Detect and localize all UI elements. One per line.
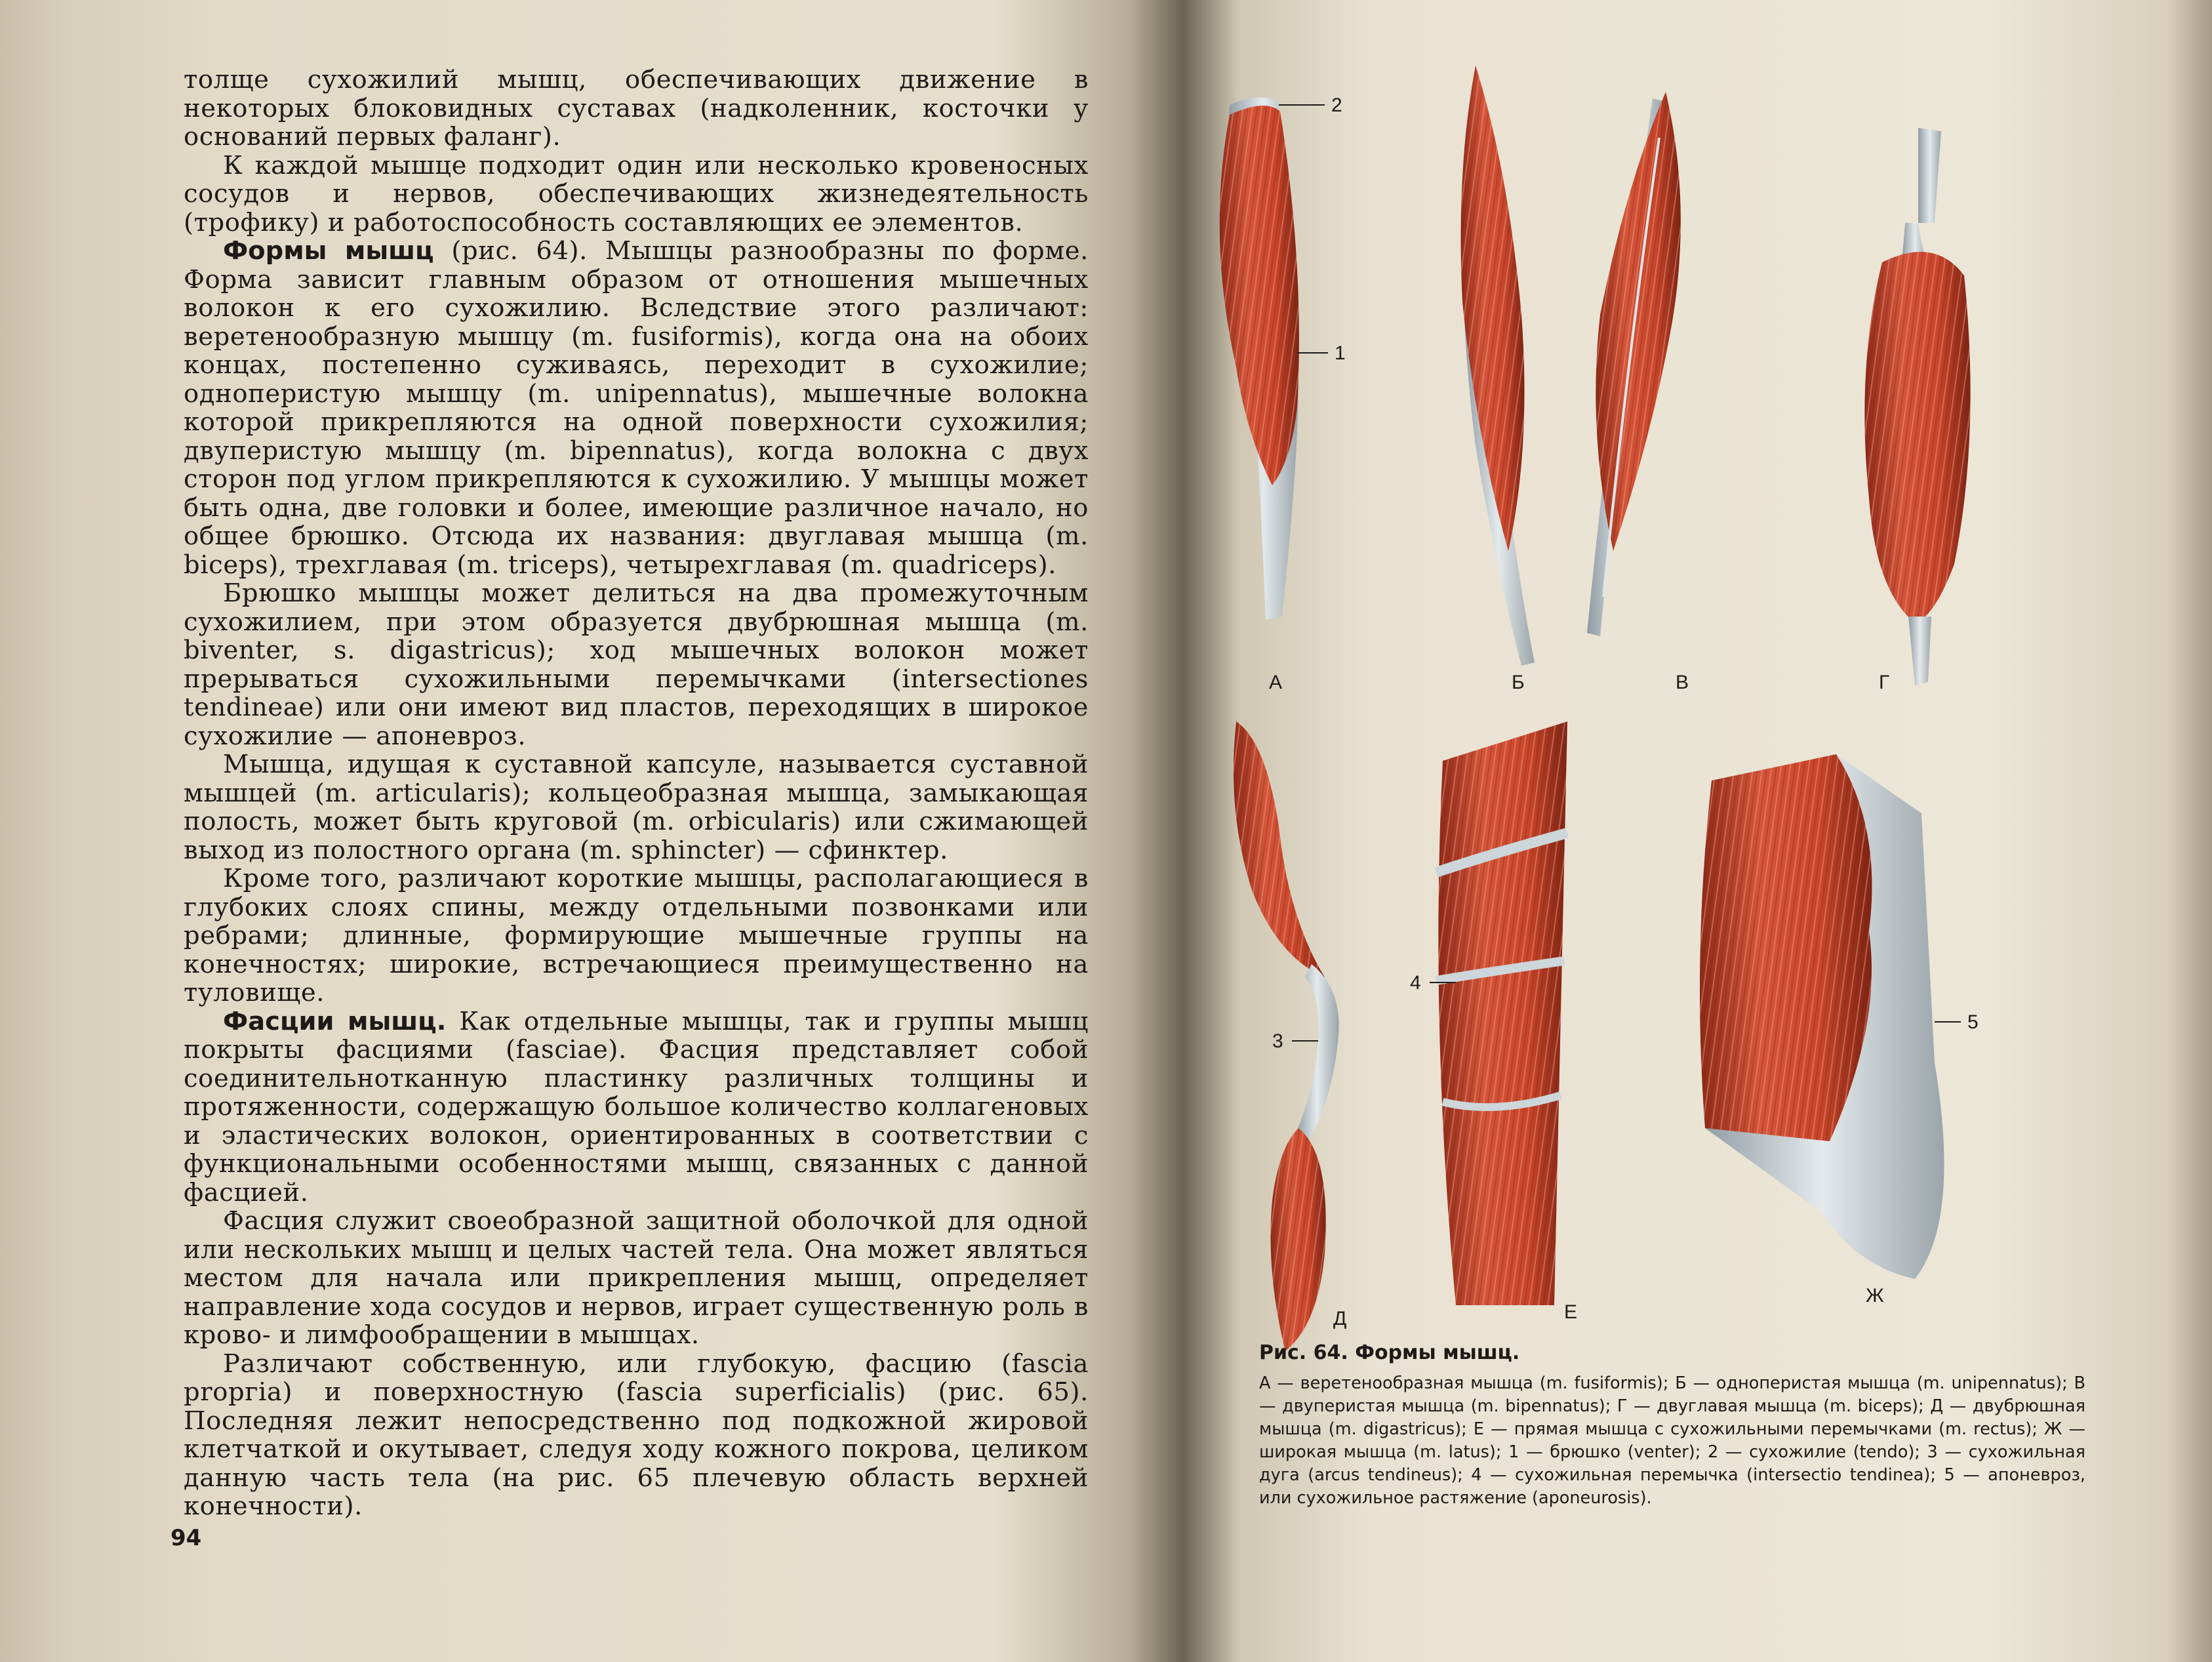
paragraph: Фасция служит своеобразной защитной оболочкой для одной или нескольких мышц и целых частей тела. Она может являться местом для начала или прикрепления мышц, определяет направление хода сосудов и нервов, играет существенную роль в крово- и лимфообращении в мышцах.	[184, 1206, 1089, 1350]
label-e: Д	[1333, 1308, 1347, 1329]
caption-title: Рис. 64. Формы мышц.	[1259, 1341, 1520, 1364]
figure-caption	[1259, 1341, 2085, 1510]
muscle-c-bipennate	[1587, 92, 1681, 636]
label-a: А	[1269, 672, 1283, 693]
paragraph: Различают собственную, или глубокую, фасцию (fascia prоргіа) и поверхностную (fascia superficialis) (рис. 65). Последняя лежит непосредственно под подкожной жировой клетчаткой и окутывает, следуя ходу кожного покрова, целиком данную часть тела (на рис. 65 плечевую область верхней конечности).	[184, 1348, 1089, 1521]
paragraph: К каждой мышце подходит один или несколько кровеносных сосудов и нервов, обеспечивающих жизнедеятельность (трофику) и работоспособность составляющих ее элементов.	[184, 150, 1089, 237]
paragraph: Формы мышц (рис. 64). Мышцы разнообразны по форме. Форма зависит главным образом от отношения мышечных волокон к его сухожилию. Вследствие этого различают: веретенообразную мышцу (m. fusiformis), когда она на обоих концах, постепенно суживаясь, переходит в сухожилие; одноперистую мышцу (m. unipennatus), мышечные волокна которой прикрепляются на одной поверхности сухожилия; двуперистую мышцу (m. bipennatus), когда волокна с двух сторон под углом прикрепляются к сухожилию. У мышцы может быть одна, две головки и более, имеющие различное начало, но общее брюшко. Отсюда их названия: двуглавая мышца (m. biceps), трехглавая (m. triceps), четырехглавая (m. quadriceps).	[184, 236, 1089, 580]
label-b: Б	[1512, 672, 1525, 693]
section-heading: Фасции мышц.	[223, 1006, 447, 1036]
label-g: Ж	[1866, 1285, 1884, 1307]
label-f: Е	[1564, 1301, 1578, 1323]
callout-2: 2	[1331, 94, 1342, 116]
muscle-b-unipennate	[1461, 66, 1535, 666]
muscle-g-latus	[1700, 754, 1944, 1279]
right-page	[1167, 39, 2190, 1640]
paragraph: Брюшко мышцы может делиться на два промежуточным сухожилием, при этом образуется двубрюшная мышца (m. biventer, s. digastricus); ход мышечных волокон может прерываться сухожильными перемычками (intersectiones tendineae) или они имеют вид пластов, переходящих в широкое сухожилие — апоневроз.	[184, 578, 1089, 751]
caption-text: А — веретенообразная мышца (m. fusiformis); Б — одноперистая мышца (m. unipennatus); В — двуперистая мышца (m. bipennatus); Г — двуглавая мышца (m. biceps); Д — двубрюшная мышца (m. digastricus); Е — прямая мышца с сухожильными перемычками (m. rectus); Ж — широкая мышца (m. latus); 1 — брюшко (venter); 2 — сухожилие (tendo); 3 — сухожильная дуга (arcus tendineus); 4 — сухожильная перемычка (intersectio tendinea); 5 — апоневроз, или сухожильное растяжение (aponeurosis).	[1259, 1373, 2085, 1508]
callout-1: 1	[1335, 342, 1346, 364]
muscle-e-digastric	[1234, 721, 1339, 1351]
paragraph: Мышца, идущая к суставной капсуле, называется суставной мышцей (m. articularis); кольцеобразная мышца, замыкающая полость, может быть круговой (m. orbicularis) или сжимающей выход из полостного органа (m. sphincter) — сфинктер.	[184, 750, 1089, 865]
callout-4: 4	[1410, 972, 1421, 994]
paragraph: Фасции мышц. Как отдельные мышцы, так и группы мышц покрыты фасциями (fasciae). Фасция представляет собой соединительнотканную пластинку различных толщины и протяженности, содержащую большое количество коллагеновых и эластических волокон, ориентированных в соответствии с функциональными особенностями мышц, связанных с данной фасцией.	[184, 1006, 1089, 1207]
muscle-a-fusiform	[1220, 98, 1299, 620]
label-c: В	[1676, 672, 1689, 693]
left-page-text	[184, 66, 1089, 1521]
muscle-f-rectus	[1436, 721, 1567, 1305]
callout-3: 3	[1272, 1030, 1283, 1052]
muscle-d-biceps	[1864, 128, 1970, 685]
paragraph: Кроме того, различают короткие мышцы, располагающиеся в глубоких слоях спины, между отдельными позвонками или ребрами; длинные, формирующие мышечные группы на конечностях; широкие, встречающиеся преимущественно на туловище.	[184, 864, 1089, 1007]
callout-5: 5	[1967, 1011, 1979, 1033]
paragraph: толще сухожилий мышц, обеспечивающих движение в некоторых блоковидных суставах (надколенник, косточки у оснований первых фаланг).	[184, 65, 1089, 152]
label-d: Г	[1879, 672, 1890, 693]
page-number: 94	[171, 1525, 202, 1551]
left-page	[26, 39, 1128, 1640]
section-heading: Формы мышц	[223, 236, 434, 266]
